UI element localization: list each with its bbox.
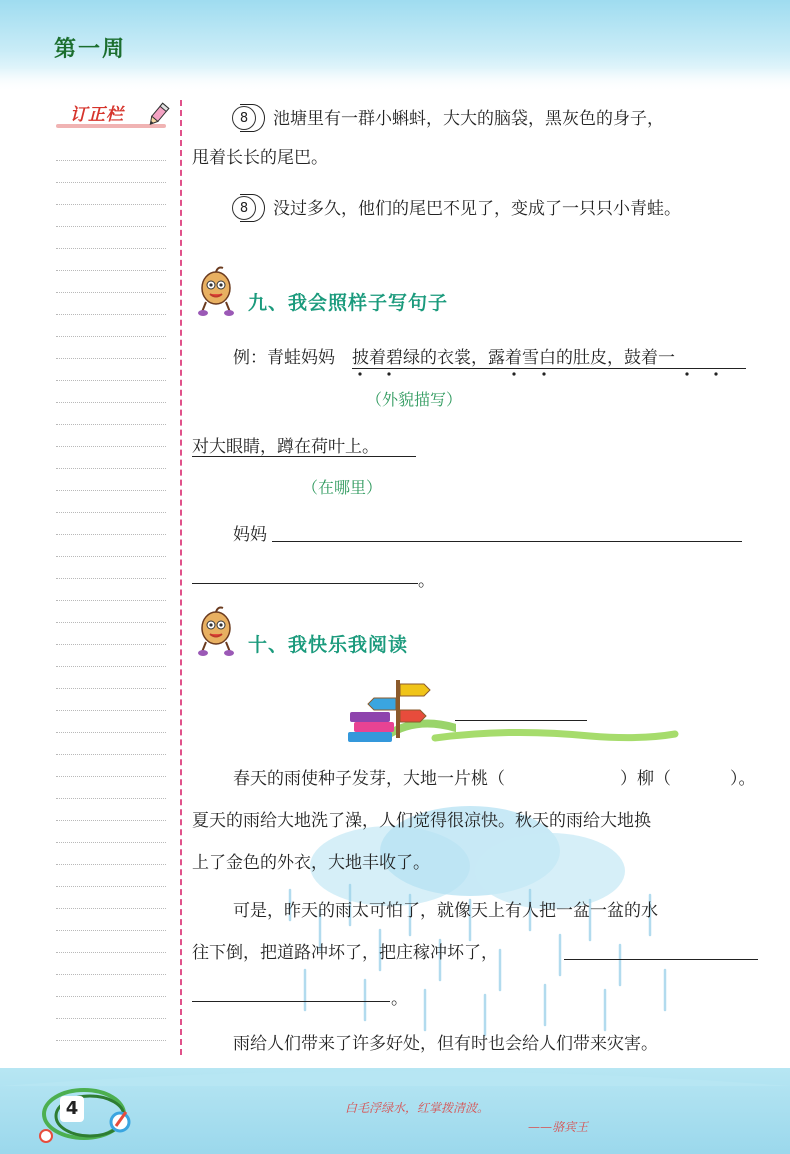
correction-dotted-line[interactable] (56, 864, 166, 865)
passage-p1-line2: 夏天的雨给大地洗了澡，人们觉得很凉快。秋天的雨给大地换 (192, 811, 651, 831)
correction-dotted-line[interactable] (56, 446, 166, 447)
mascot-icon (196, 266, 236, 318)
correction-dotted-line[interactable] (56, 204, 166, 205)
correction-dotted-line[interactable] (56, 886, 166, 887)
footer-quote: 白毛浮绿水，红掌拨清波。 (345, 1101, 490, 1115)
page-number: 4 (60, 1096, 84, 1122)
passage-p1-a: 春天的雨使种子发芽，大地一片桃（ (233, 769, 505, 789)
correction-dotted-line[interactable] (56, 600, 166, 601)
correction-dotted-line[interactable] (56, 974, 166, 975)
section10-title: 十、我快乐我阅读 (248, 634, 409, 656)
answer-paren (240, 104, 265, 132)
grass-stroke (430, 724, 680, 748)
correction-dotted-line[interactable] (56, 1018, 166, 1019)
passage-p1-c: ）。 (730, 769, 756, 789)
correction-dotted-line[interactable] (56, 402, 166, 403)
correction-dotted-line[interactable] (56, 424, 166, 425)
correction-dotted-line[interactable] (56, 292, 166, 293)
example-underlined-text: 披着碧绿的衣裳，露着雪白的肚皮，鼓着一 (352, 348, 675, 368)
correction-dotted-line[interactable] (56, 490, 166, 491)
example-prefix: 例：青蛙妈妈 (233, 348, 335, 368)
example-line2-underline (192, 456, 416, 457)
sentence-period: 。 (418, 571, 435, 591)
correction-dotted-line[interactable] (56, 908, 166, 909)
emphasis-dots (352, 368, 746, 378)
correction-dotted-line[interactable] (56, 336, 166, 337)
note-appearance: （外貌描写） (366, 390, 463, 409)
item1-line1: 池塘里有一群小蝌蚪，大大的脑袋，黑灰色的身子， (273, 109, 664, 129)
item1-line2: 甩着长长的尾巴。 (192, 148, 328, 168)
correction-dotted-line[interactable] (56, 622, 166, 623)
correction-dotted-line[interactable] (56, 512, 166, 513)
passage-p3: 雨给人们带来了许多好处，但有时也会给人们带来灾害。 (233, 1034, 658, 1054)
correction-dotted-line[interactable] (56, 996, 166, 997)
section9-title: 九、我会照样子写句子 (248, 292, 449, 314)
passage-p1-b: ）柳（ (620, 769, 671, 789)
correction-dotted-line[interactable] (56, 226, 166, 227)
answer-line[interactable] (192, 583, 418, 584)
correction-dotted-line[interactable] (56, 160, 166, 161)
passage-title-blank[interactable] (455, 720, 587, 721)
correction-dotted-line[interactable] (56, 710, 166, 711)
correction-dotted-line[interactable] (56, 578, 166, 579)
correction-dotted-line[interactable] (56, 820, 166, 821)
mascot-icon (196, 606, 236, 658)
correction-dotted-line[interactable] (56, 776, 166, 777)
passage-p2-end: 。 (391, 989, 408, 1009)
answer-line[interactable] (272, 541, 742, 542)
correction-dotted-line[interactable] (56, 314, 166, 315)
correction-dotted-line[interactable] (56, 556, 166, 557)
week-title: 第一周 (54, 37, 127, 62)
passage-p2-line2: 往下倒，把道路冲坏了，把庄稼冲坏了， (192, 943, 498, 963)
passage-p2-line1: 可是，昨天的雨太可怕了，就像天上有人把一盆一盆的水 (233, 901, 658, 921)
answer-line[interactable] (564, 959, 758, 960)
correction-dotted-line[interactable] (56, 842, 166, 843)
answer-line[interactable] (192, 1001, 390, 1002)
item2-line1: 没过多久，他们的尾巴不见了，变成了一只只小青蛙。 (273, 199, 681, 219)
item-number-circle: 8 (232, 106, 256, 130)
correction-dotted-line[interactable] (56, 930, 166, 931)
passage-p1-line3: 上了金色的外衣，大地丰收了。 (192, 853, 430, 873)
example-line2: 对大眼睛，蹲在荷叶上。 (192, 437, 379, 457)
item-number-circle: 8 (232, 196, 256, 220)
correction-column-label: 订正栏 (70, 105, 124, 125)
correction-dotted-line[interactable] (56, 270, 166, 271)
sentence-prompt: 妈妈 (233, 525, 267, 545)
correction-dotted-line[interactable] (56, 688, 166, 689)
correction-dotted-line[interactable] (56, 248, 166, 249)
correction-dotted-line[interactable] (56, 534, 166, 535)
note-where: （在哪里） (302, 478, 383, 497)
correction-dotted-line[interactable] (56, 358, 166, 359)
correction-dotted-line[interactable] (56, 666, 166, 667)
correction-dotted-line[interactable] (56, 732, 166, 733)
correction-dotted-line[interactable] (56, 182, 166, 183)
correction-dotted-line[interactable] (56, 798, 166, 799)
correction-dotted-line[interactable] (56, 468, 166, 469)
correction-dotted-line[interactable] (56, 1040, 166, 1041)
answer-paren (240, 194, 265, 222)
footer-quote-author: ——骆宾王 (528, 1120, 589, 1134)
pencil-icon (145, 102, 171, 128)
correction-dotted-line[interactable] (56, 380, 166, 381)
correction-dotted-line[interactable] (56, 952, 166, 953)
correction-dotted-line[interactable] (56, 754, 166, 755)
correction-dotted-line[interactable] (56, 644, 166, 645)
correction-divider (180, 100, 182, 1055)
